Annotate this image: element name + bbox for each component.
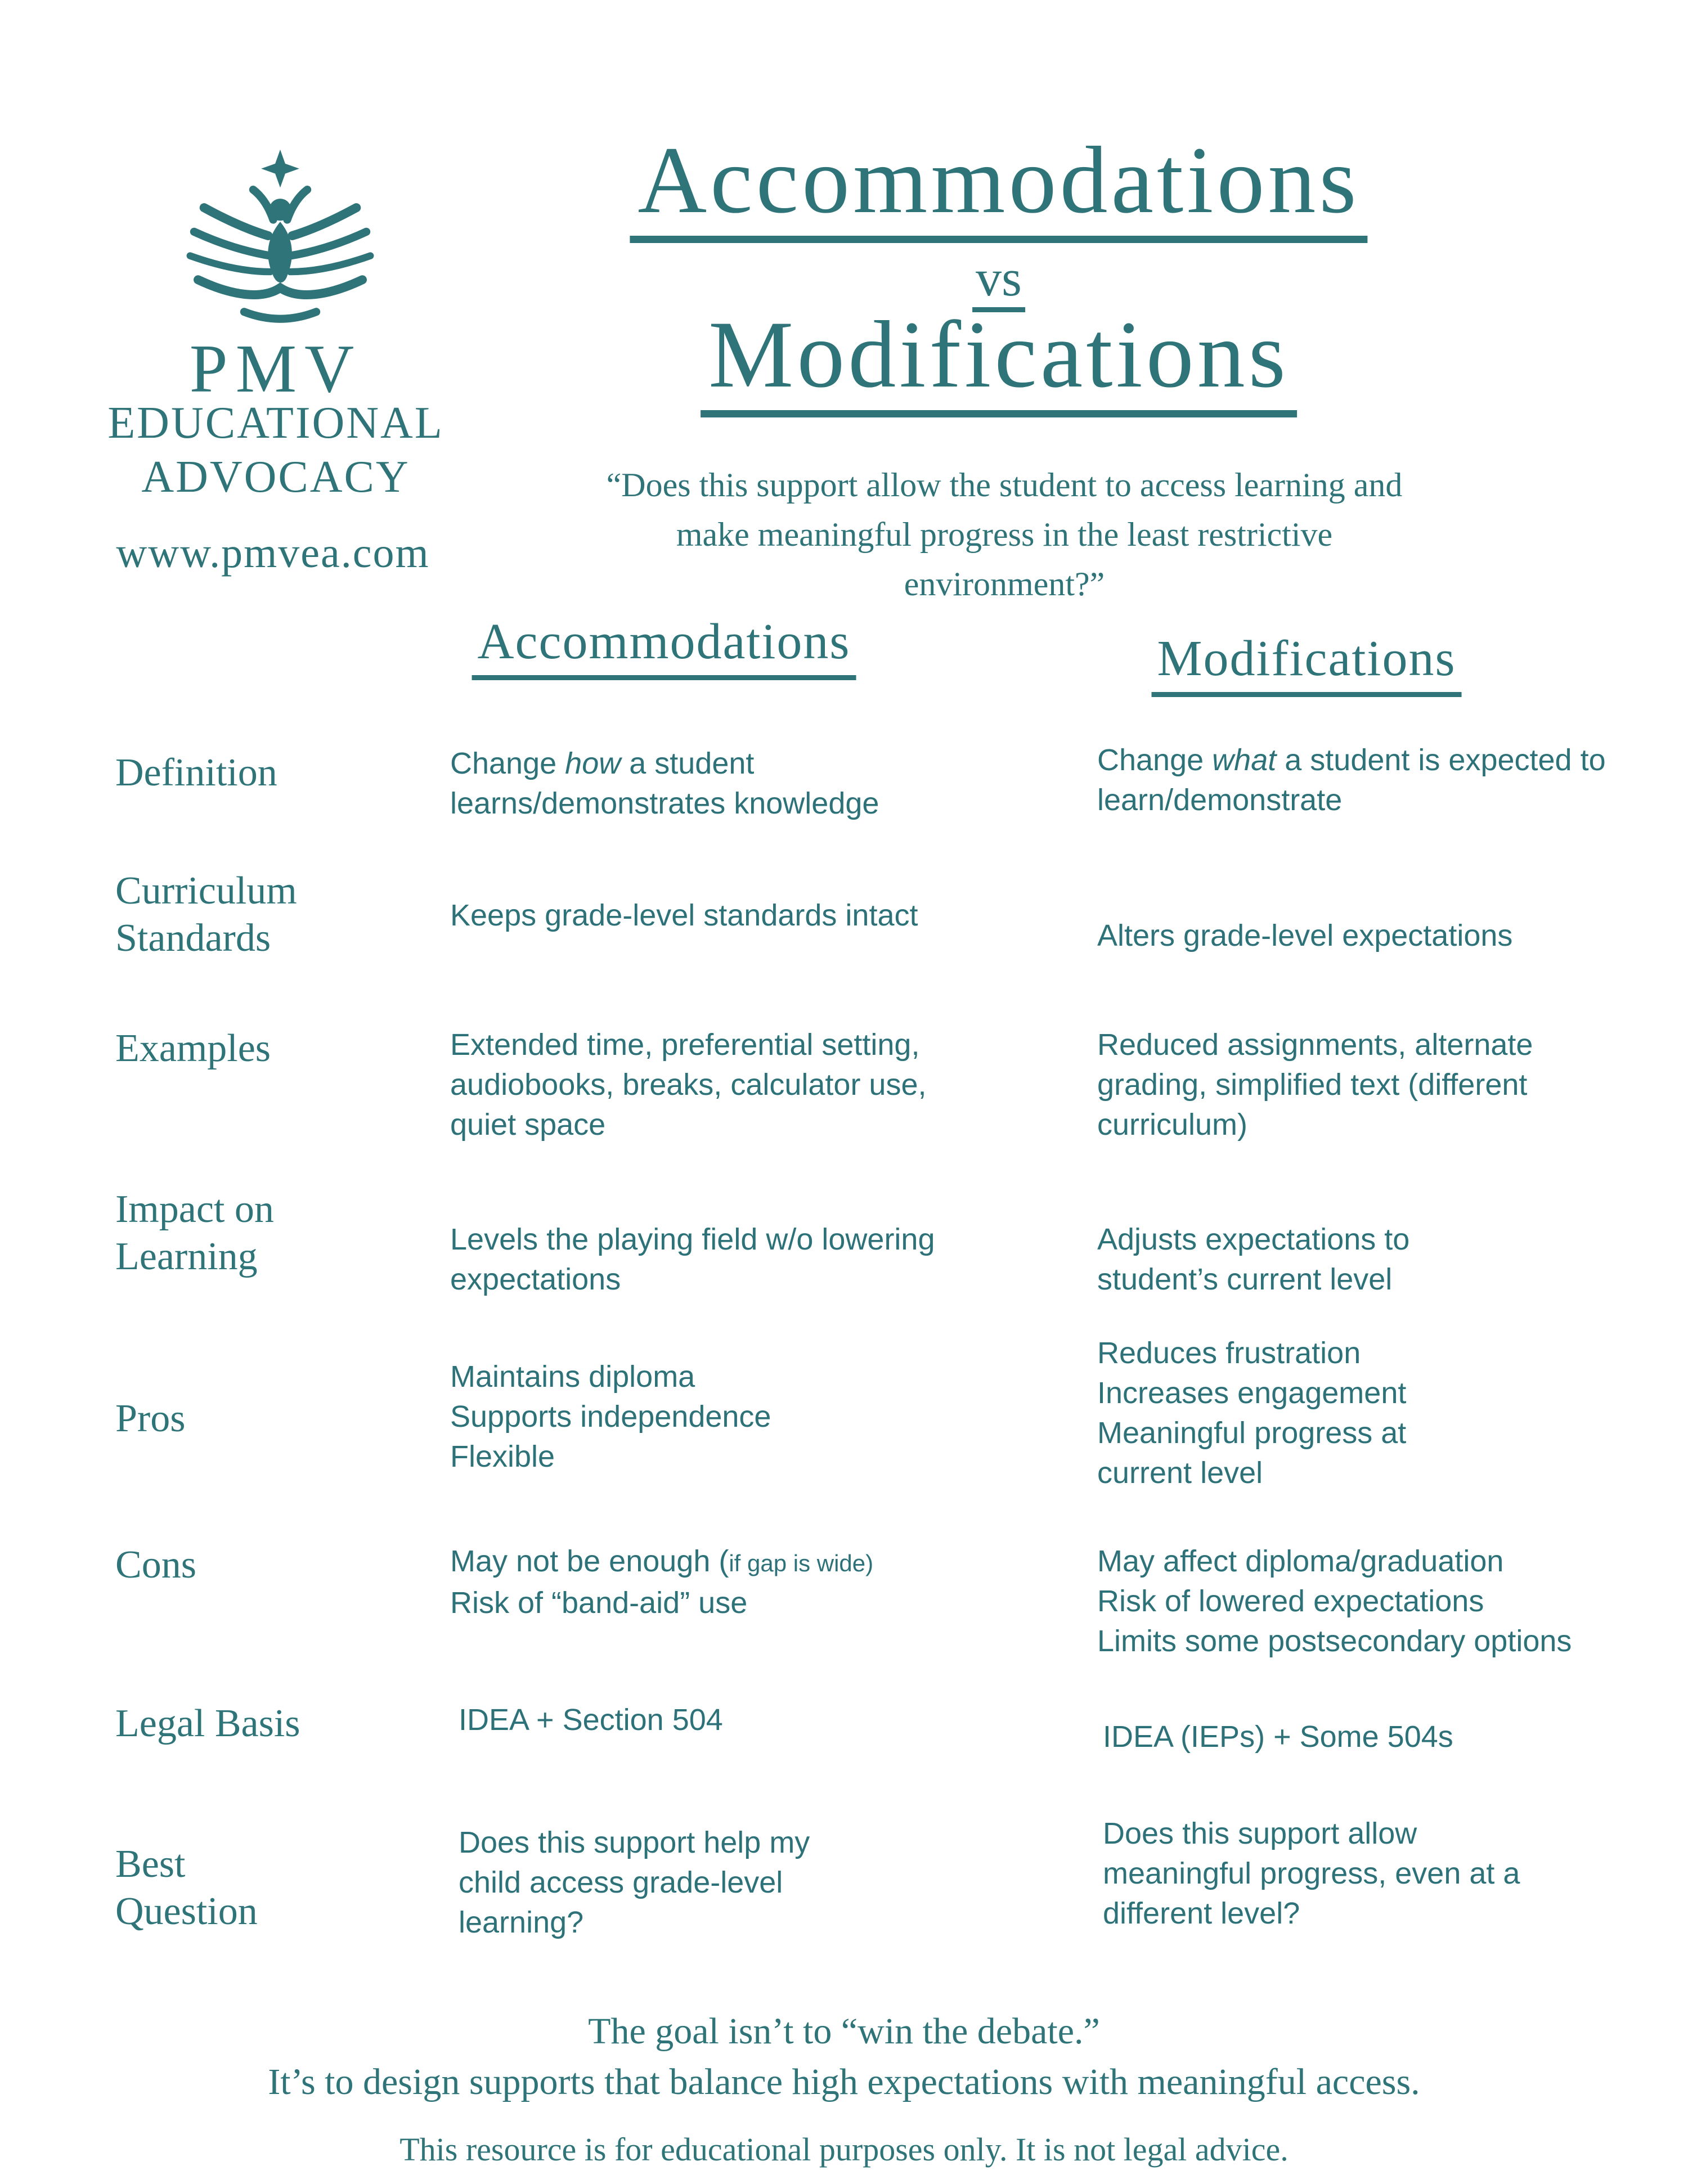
figure-right-arm	[287, 190, 307, 219]
cell-line: IDEA + Section 504	[459, 1703, 723, 1737]
brand-name-line2: ADVOCACY	[141, 452, 410, 502]
cell-line: Change how a student	[450, 747, 755, 780]
cell-line: Limits some postsecondary options	[1097, 1624, 1572, 1658]
star-icon	[261, 150, 299, 188]
cell-line: Keeps grade-level standards intact	[450, 898, 918, 932]
footer-disclaimer: This resource is for educational purposes only. It is not legal advice.	[399, 2131, 1289, 2168]
cell-curriculum-accommodations	[450, 896, 918, 936]
cell-line: Risk of “band-aid” use	[450, 1586, 748, 1620]
row-label-examples: Examples	[115, 1027, 271, 1070]
row-label-definition: Definition	[115, 751, 277, 794]
column-header-modifications: Modifications	[1152, 633, 1462, 697]
row-label-legal-basis: Legal Basis	[115, 1702, 300, 1745]
cell-line: current level	[1097, 1456, 1263, 1490]
row-label-cons: Cons	[115, 1543, 196, 1587]
cell-line: learning?	[459, 1906, 584, 1939]
figure-left-arm	[253, 190, 273, 219]
row-label-impact-on-learning: Impact on Learning	[115, 1188, 274, 1278]
guiding-quote	[607, 460, 1403, 609]
row-label-pros: Pros	[115, 1397, 186, 1440]
cell-line: IDEA (IEPs) + Some 504s	[1103, 1720, 1453, 1754]
page-title-bottom	[701, 302, 1297, 417]
cell-line: child access grade-level	[459, 1866, 783, 1899]
cell-examples-accommodations	[450, 1025, 927, 1145]
brand-acronym: PMV	[189, 331, 362, 407]
cell-line: learn/demonstrate	[1097, 783, 1343, 817]
cell-examples-modifications	[1097, 1025, 1533, 1145]
cell-line: Adjusts expectations to	[1097, 1223, 1410, 1256]
cell-line: May not be enough (if gap is wide)	[450, 1544, 874, 1578]
cell-impact-accommodations	[450, 1220, 935, 1300]
cell-line: student’s current level	[1097, 1262, 1393, 1296]
book-right-page-3	[290, 256, 370, 272]
cell-line: curriculum)	[1097, 1108, 1248, 1142]
book-right-page-1	[292, 208, 356, 236]
cell-line: Supports independence	[450, 1400, 771, 1433]
cell-definition-modifications	[1097, 740, 1606, 820]
cell-line: different level?	[1103, 1897, 1300, 1930]
cell-line: grading, simplified text (different	[1097, 1068, 1528, 1102]
pmv-logo-icon	[180, 147, 380, 333]
cell-line: Change what a student is expected to	[1097, 743, 1606, 777]
cell-line: Does this support help my	[459, 1826, 810, 1859]
quote-line: make meaningful progress in the least restrictive	[676, 516, 1333, 553]
cell-line: Levels the playing field w/o lowering	[450, 1223, 935, 1256]
footer-message-line2: It’s to design supports that balance high expectations with meaningful access.	[268, 2061, 1420, 2102]
book-left-page-3	[190, 256, 270, 272]
cell-cons-accommodations	[450, 1542, 873, 1623]
cell-line: Increases engagement	[1097, 1376, 1407, 1410]
brand-block	[180, 147, 380, 333]
cell-pros-modifications	[1097, 1333, 1406, 1493]
cell-legal-accommodations	[459, 1700, 723, 1740]
footer-message-line1: The goal isn’t to “win the debate.”	[588, 2011, 1100, 2052]
cell-line: meaningful progress, even at a	[1103, 1857, 1520, 1890]
cell-line: Risk of lowered expectations	[1097, 1584, 1484, 1618]
cell-cons-modifications	[1097, 1542, 1572, 1661]
cell-best-question-accommodations	[459, 1823, 810, 1943]
cell-legal-modifications	[1103, 1717, 1453, 1757]
cell-definition-accommodations	[450, 744, 879, 824]
brand-website: www.pmvea.com	[116, 529, 430, 577]
cell-line: Flexible	[450, 1440, 555, 1473]
cell-line: Meaningful progress at	[1097, 1416, 1407, 1450]
book-bottom-curve	[244, 312, 316, 318]
cell-line: May affect diploma/graduation	[1097, 1544, 1504, 1578]
cell-impact-modifications	[1097, 1220, 1409, 1300]
cell-line: audiobooks, breaks, calculator use,	[450, 1068, 927, 1102]
title-vs-underlined: vs	[972, 252, 1025, 312]
book-left-page-1	[204, 208, 268, 236]
cell-line: Does this support allow	[1103, 1817, 1417, 1850]
row-label-curriculum-standards: Curriculum Standards	[115, 869, 297, 960]
cell-line: Alters grade-level expectations	[1097, 919, 1513, 952]
quote-line: “Does this support allow the student to access learning and	[606, 466, 1403, 504]
column-header-accommodations: Accommodations	[472, 617, 856, 680]
cell-line: Reduced assignments, alternate	[1097, 1028, 1533, 1062]
title-bottom-underlined: Modifications	[701, 307, 1297, 417]
cell-line: learns/demonstrates knowledge	[450, 787, 879, 820]
cell-line: expectations	[450, 1262, 621, 1296]
cell-curriculum-modifications	[1097, 916, 1512, 956]
row-label-best-question: Best Question	[115, 1843, 258, 1933]
quote-line: environment?”	[904, 565, 1105, 603]
brand-name-line1: EDUCATIONAL	[107, 398, 444, 448]
cell-line: Extended time, preferential setting,	[450, 1028, 920, 1062]
cell-line: quiet space	[450, 1108, 606, 1142]
cell-pros-accommodations	[450, 1357, 771, 1477]
cell-best-question-modifications	[1103, 1814, 1520, 1934]
title-top-underlined: Accommodations	[630, 132, 1367, 243]
cell-line: Reduces frustration	[1097, 1336, 1361, 1370]
cell-line: Maintains diploma	[450, 1360, 695, 1394]
page-title-top	[630, 127, 1367, 243]
